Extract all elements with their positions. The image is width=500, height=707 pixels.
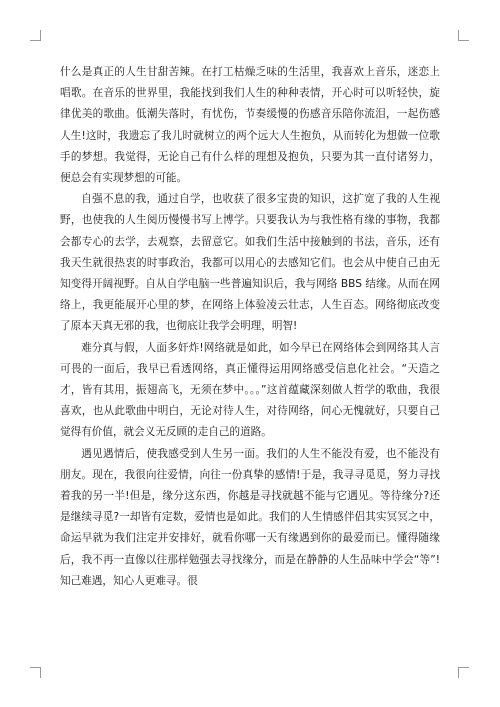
paragraph-3: 难分真与假，人面多奸炸!网络就是如此，如今早已在网络体会到网络其人言可畏的一面后，我早已看透网络，真正懂得运用网络感受信息化社会。“天造之才，皆有其用，振翅高飞，无须在梦中。。。”这首蕴藏深刻做人哲学的歌曲，我很喜欢，也从此歌曲中明白，无论对待人生，对待网络，问心无愧就好，只要自己觉得有价值，就会义无反顾的走自己的道路。	[60, 341, 440, 439]
paragraph-1: 什么是真正的人生甘甜苦辣。在打工枯燥乏味的生活里，我喜欢上音乐，迷恋上唱歌。在音乐的世界里，我能找到我们人生的种种表情，开心时可以听轻快，旋律优美的歌曲。低潮失落时，有忧伤，节奏缓慢的伤感音乐陪你流泪，一起伤感人生!这时，我遗忘了我儿时就树立的两个远大人生抱负，从而转化为想做一位歌手的梦想。我觉得，无论自己有什么样的理想及抱负，只要为其一直付诸努力，便总会有实现梦想的可能。	[60, 66, 440, 185]
paragraph-4: 遇见遇情后，使我感受到人生另一面。我们的人生不能没有爱，也不能没有朋友。现在，我很向往爱情，向往一份真挚的感情!于是，我寻寻觅觅，努力寻找着我的另一半!但是，缘分这东西，你越是寻找就越不能与它遇见。等待缘分?还是继续寻觅?一却皆有定数，爱情也是如此。我们的人生情感伴侣其实冥冥之中，命运早就为我们注定并安排好，就看你哪一天有缘遇到你的最爱而已。懂得随缘后，我不再一直像以往那样勉强去寻找缘分，而是在静静的人生品味中学会“等”!知己难遇，知心人更难寻。很	[60, 447, 440, 587]
crop-mark-bottom-right	[458, 667, 469, 678]
crop-mark-bottom-left	[30, 667, 41, 678]
document-body	[60, 62, 440, 592]
paragraph-2: 自强不息的我，通过自学，也收获了很多宝贵的知识，这扩宽了我的人生视野，也使我的人生阅历慢慢书写上博学。只要我认为与我性格有缘的事物，我都会都专心的去学，去观察，去留意它。如我们生活中接触到的书法，音乐，还有我天生就很热衷的时事政治，我都可以用心的去感知它们。也会从中使自己由无知变得开阔视野。自从自学电脑一些普遍知识后，我与网络 BBS 结缘。从而在网络上，我更能展开心里的梦，在网络上体验凌云壮志，人生百态。网络彻底改变了原本天真无邪的我，也彻底让我学会明理，明智!	[60, 193, 440, 333]
crop-mark-top-left	[30, 30, 41, 41]
crop-mark-top-right	[458, 30, 469, 41]
